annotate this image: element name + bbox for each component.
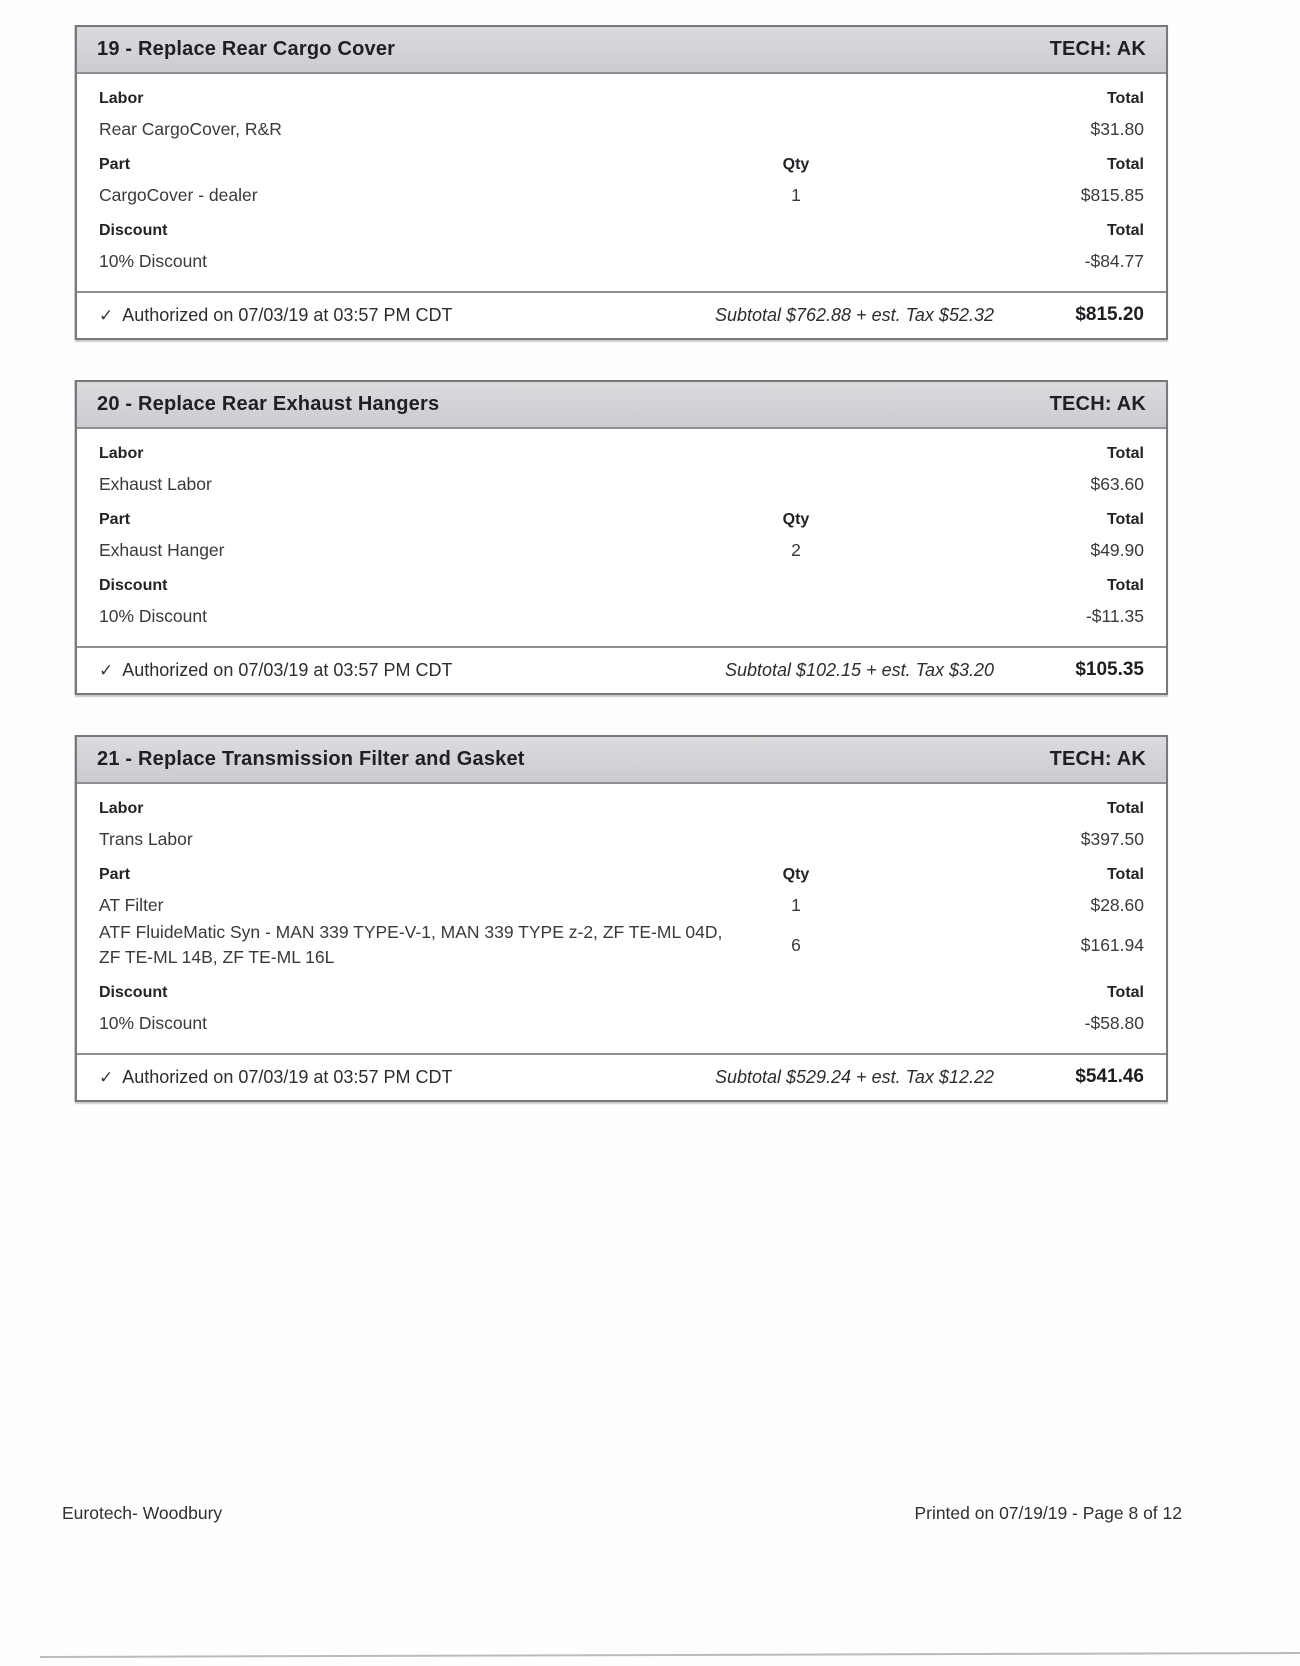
- line-group: [99, 90, 1144, 142]
- group-label: Discount: [99, 984, 168, 1001]
- group-header-row: [99, 800, 1144, 818]
- line-item-row: [99, 827, 1144, 852]
- authorized-text: [99, 660, 725, 681]
- group-header-row: [99, 866, 1144, 884]
- print-info: Printed on 07/19/19 - Page 8 of 12: [914, 1503, 1182, 1523]
- total-header: Total: [1106, 445, 1144, 462]
- qty-header: [736, 445, 856, 463]
- subtotal-text: Subtotal $762.88 + est. Tax $52.32: [714, 304, 994, 325]
- authorized-text: [99, 1067, 715, 1088]
- group-header-row: [99, 984, 1144, 1002]
- item-name: Trans Labor: [99, 829, 193, 849]
- group-label: Labor: [99, 90, 144, 107]
- group-header-row: [99, 511, 1144, 529]
- qty-header: [736, 577, 856, 595]
- line-group: [99, 156, 1144, 208]
- total-header: Total: [1106, 90, 1144, 107]
- line-item-row: [99, 183, 1144, 208]
- line-group: [99, 984, 1144, 1036]
- item-name: 10% Discount: [99, 606, 207, 626]
- group-header-row: [99, 445, 1144, 463]
- authorized-label: Authorized on 07/03/19 at 03:57 PM CDT: [122, 659, 453, 680]
- item-total: $49.90: [1090, 540, 1144, 560]
- item-name: Exhaust Hanger: [99, 540, 225, 560]
- scan-edge-line: [40, 1652, 1300, 1658]
- item-name: AT Filter: [99, 895, 164, 915]
- job-section-header: [77, 737, 1166, 784]
- total-header: Total: [1106, 866, 1144, 883]
- line-group: [99, 866, 1144, 970]
- item-total: -$11.35: [1085, 606, 1144, 626]
- item-total: -$58.80: [1084, 1013, 1144, 1033]
- section-body: [77, 784, 1166, 1053]
- qty-header: [736, 984, 856, 1002]
- item-qty: 6: [791, 934, 801, 955]
- group-label: Part: [99, 511, 131, 528]
- line-item-row: [99, 472, 1144, 497]
- section-body: [77, 429, 1166, 646]
- authorized-label: Authorized on 07/03/19 at 03:57 PM CDT: [122, 1066, 453, 1087]
- total-header: Total: [1106, 222, 1144, 239]
- job-section: [75, 380, 1168, 695]
- total-header: Total: [1106, 156, 1144, 173]
- item-total: $31.80: [1090, 119, 1144, 139]
- item-qty: 2: [791, 540, 801, 560]
- total-header: Total: [1106, 511, 1144, 528]
- line-item-row: [99, 920, 1144, 970]
- item-name: ATF FluideMatic Syn - MAN 339 TYPE-V-1, MAN 339 TYPE z-2, ZF TE-ML 04D, ZF TE-ML 14B, ZF TE-ML 16L: [99, 922, 723, 967]
- item-total: $815.85: [1080, 185, 1144, 205]
- line-item-row: [99, 893, 1144, 918]
- item-total: -$84.77: [1084, 251, 1144, 271]
- line-item-row: [99, 117, 1144, 142]
- line-item-row: [99, 249, 1144, 274]
- authorized-bar: [77, 646, 1166, 693]
- item-name: Exhaust Labor: [99, 474, 212, 494]
- section-total: $815.20: [1075, 304, 1144, 325]
- group-header-row: [99, 156, 1144, 174]
- job-section: [75, 25, 1168, 340]
- section-total: $541.46: [1075, 1066, 1144, 1087]
- group-label: Labor: [99, 800, 144, 817]
- group-header-row: [99, 90, 1144, 108]
- section-total: $105.35: [1075, 659, 1144, 680]
- line-group: [99, 800, 1144, 852]
- line-item-row: [99, 538, 1144, 563]
- group-label: Part: [99, 866, 131, 883]
- checkmark-icon: ✓: [99, 660, 114, 680]
- checkmark-icon: ✓: [99, 305, 114, 325]
- authorized-bar: [77, 291, 1166, 338]
- authorized-label: Authorized on 07/03/19 at 03:57 PM CDT: [122, 304, 453, 325]
- qty-header: Qty: [782, 511, 810, 528]
- total-header: Total: [1106, 984, 1144, 1001]
- item-name: 10% Discount: [99, 1013, 207, 1033]
- group-header-row: [99, 577, 1144, 595]
- job-title: 20 - Replace Rear Exhaust Hangers: [97, 393, 440, 415]
- shop-name: Eurotech- Woodbury: [62, 1503, 223, 1523]
- qty-header: Qty: [782, 156, 810, 173]
- total-header: Total: [1106, 577, 1144, 594]
- job-section-header: [77, 27, 1166, 74]
- job-section-header: [77, 382, 1166, 429]
- item-total: $161.94: [1080, 934, 1144, 955]
- tech-label: TECH: AK: [1049, 38, 1146, 60]
- item-total: $28.60: [1090, 895, 1144, 915]
- group-label: Part: [99, 156, 131, 173]
- item-name: 10% Discount: [99, 251, 207, 271]
- qty-header: [736, 222, 856, 240]
- qty-header: [736, 90, 856, 108]
- item-name: Rear CargoCover, R&R: [99, 119, 282, 139]
- tech-label: TECH: AK: [1049, 748, 1146, 770]
- checkmark-icon: ✓: [99, 1067, 114, 1087]
- line-group: [99, 445, 1144, 497]
- item-name: CargoCover - dealer: [99, 185, 258, 205]
- line-item-row: [99, 1011, 1144, 1036]
- total-header: Total: [1106, 800, 1144, 817]
- line-group: [99, 222, 1144, 274]
- job-title: 19 - Replace Rear Cargo Cover: [97, 38, 396, 60]
- authorized-text: [99, 305, 715, 326]
- subtotal-text: Subtotal $529.24 + est. Tax $12.22: [714, 1066, 994, 1087]
- section-body: [77, 74, 1166, 291]
- authorized-bar: [77, 1053, 1166, 1100]
- job-title: 21 - Replace Transmission Filter and Gasket: [97, 748, 525, 770]
- line-item-row: [99, 604, 1144, 629]
- subtotal-text: Subtotal $102.15 + est. Tax $3.20: [724, 659, 994, 680]
- group-label: Discount: [99, 577, 168, 594]
- item-qty: 1: [791, 895, 801, 915]
- tech-label: TECH: AK: [1049, 393, 1146, 415]
- page-footer: [62, 1503, 1182, 1524]
- item-total: $63.60: [1090, 474, 1144, 494]
- line-group: [99, 511, 1144, 563]
- qty-header: [736, 800, 856, 818]
- group-label: Discount: [99, 222, 168, 239]
- job-section: [75, 735, 1168, 1102]
- item-qty: 1: [791, 185, 801, 205]
- group-label: Labor: [99, 445, 144, 462]
- qty-header: Qty: [782, 866, 810, 883]
- line-group: [99, 577, 1144, 629]
- item-total: $397.50: [1080, 829, 1144, 849]
- group-header-row: [99, 222, 1144, 240]
